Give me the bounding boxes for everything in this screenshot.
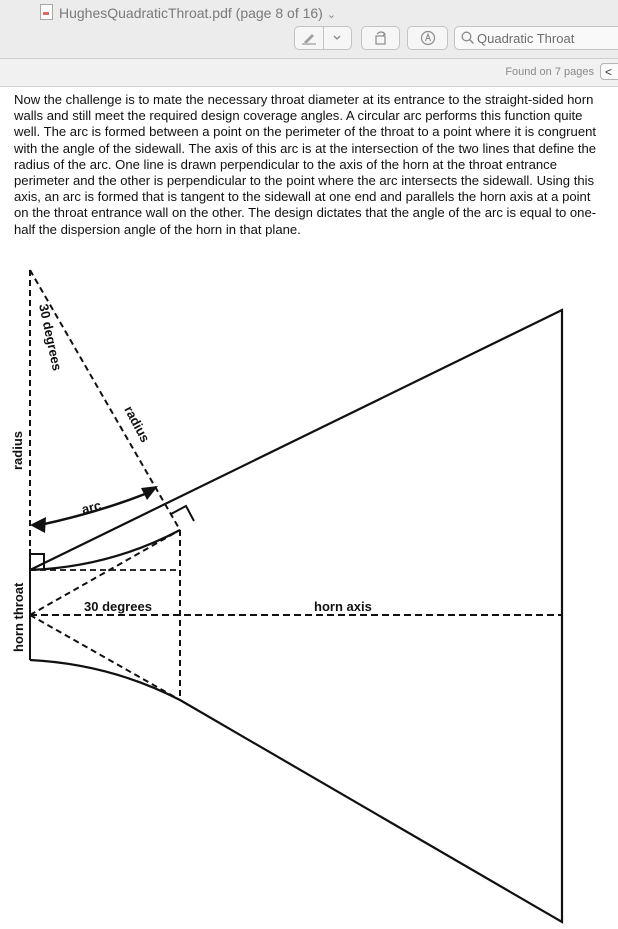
- rotate-icon: [372, 30, 390, 46]
- right-angle-mark-sidewall: [171, 506, 194, 521]
- arc-label: arc: [80, 497, 103, 517]
- radius-diagonal-label: radius: [121, 403, 153, 445]
- lower-30-degree-line: [30, 615, 180, 700]
- upper-throat-arc: [30, 530, 180, 570]
- window-title-text: HughesQuadraticThroat.pdf (page 8 of 16): [59, 5, 323, 21]
- markup-button[interactable]: [407, 26, 448, 50]
- rotate-button[interactable]: [361, 26, 400, 50]
- title-bar: [0, 0, 618, 59]
- search-field[interactable]: [454, 26, 618, 50]
- pen-icon: [301, 31, 317, 45]
- highlight-button-group: [294, 26, 352, 50]
- lower-throat-arc: [30, 660, 180, 700]
- arc-arrowhead-right: [141, 486, 158, 500]
- search-icon: [461, 31, 475, 45]
- chevron-down-icon: [332, 34, 342, 42]
- chevron-down-icon[interactable]: ⌄: [326, 9, 337, 21]
- search-input[interactable]: [477, 29, 617, 47]
- horn-throat-label: horn throat: [11, 582, 26, 652]
- page-paragraph: Now the challenge is to mate the necessary throat diameter at its entrance to the straight-sided horn walls and still meet the required design coverage angles. A circular arc performs this function quite well. The arc is formed between a point on the perimeter of the throat to a point where it is congruent with the angle of the sidewall. The axis of this arc is at the intersection of the two lines that define the radius of the arc. One line is drawn perpendicular to the axis of the horn at the throat entrance perimeter and the other is perpendicular to the point where the arc intersects the sidewall. Using this axis, an arc is formed that is tangent to the sidewall at one end and parallels the horn axis at a point on the throat entrance wall on the other. The design dictates that the angle of the arc is equal to one-half the dispersion angle of the horn in that plane.: [14, 92, 597, 237]
- highlight-menu-button[interactable]: [323, 27, 351, 49]
- arc-arrowhead-left: [30, 517, 46, 533]
- markup-icon: [420, 30, 436, 46]
- horn-axis-label: horn axis: [314, 599, 372, 614]
- find-bar: [0, 59, 618, 87]
- angle-label-axis: 30 degrees: [84, 599, 152, 614]
- search-result-count: Found on 7 pages: [505, 66, 594, 78]
- pdf-page: [0, 87, 618, 929]
- horn-diagram: [0, 87, 618, 929]
- radius-vertical-label: radius: [10, 430, 25, 470]
- window-title[interactable]: [40, 4, 336, 21]
- angle-label-top: 30 degrees: [36, 302, 65, 373]
- highlight-button[interactable]: [296, 27, 323, 49]
- pdf-file-icon: [40, 4, 53, 20]
- previous-result-button[interactable]: <: [600, 63, 618, 80]
